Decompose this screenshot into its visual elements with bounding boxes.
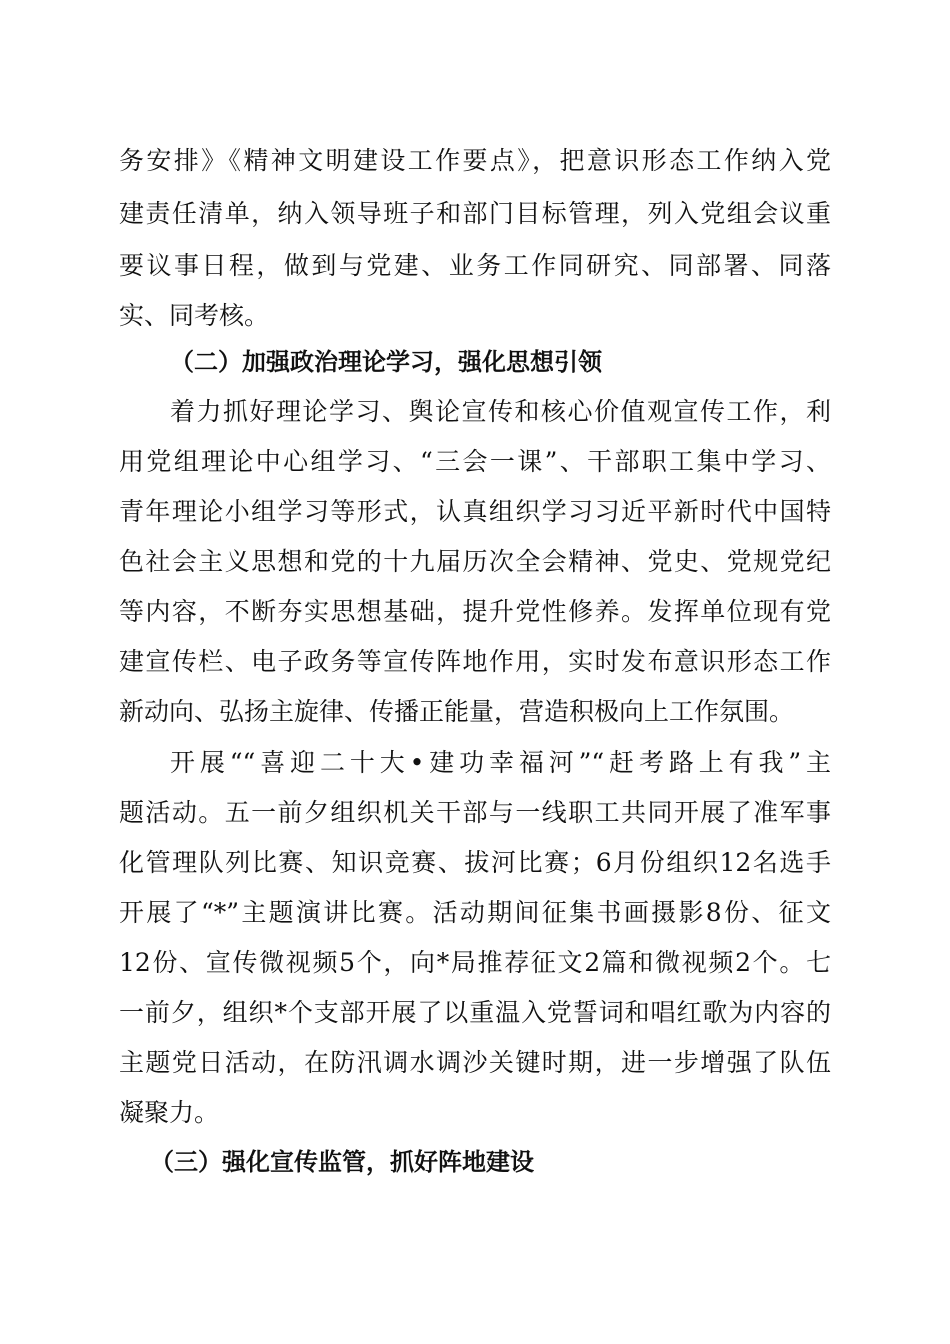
p2-line-4: 色社会主义思想和党的十九届历次全会精神、党史、党规党纪 (119, 547, 831, 576)
p2-line-2: 用党组理论中心组学习、“三会一课”、干部职工集中学习、 (119, 447, 831, 476)
p2-line-1: 着力抓好理论学习、舆论宣传和核心价值观宣传工作，利 (170, 397, 831, 426)
p2-line-5: 等内容，不断夯实思想基础，提升党性修养。发挥单位现有党 (119, 597, 831, 626)
p3-line-4: 开展了“*”主题演讲比赛。活动期间征集书画摄影8份、征文 (119, 898, 831, 927)
section-heading-3: （三）强化宣传监管，抓好阵地建设 (150, 1147, 534, 1176)
p3-line-8: 凝聚力。 (119, 1098, 220, 1127)
p2-line-3: 青年理论小组学习等形式，认真组织学习习近平新时代中国特 (119, 497, 831, 526)
p3-line-1: 开展““喜迎二十大•建功幸福河”“赶考路上有我”主 (170, 748, 831, 777)
p1-line-1: 务安排》《精神文明建设工作要点》，把意识形态工作纳入党 (119, 146, 831, 175)
p3-line-2: 题活动。五一前夕组织机关干部与一线职工共同开展了准军事 (119, 798, 831, 827)
p1-line-4: 实、同考核。 (119, 301, 270, 330)
p2-line-6: 建宣传栏、电子政务等宣传阵地作用，实时发布意识形态工作 (119, 647, 831, 676)
section-heading-2: （二）加强政治理论学习，强化思想引领 (170, 347, 602, 376)
p3-line-6: 一前夕，组织*个支部开展了以重温入党誓词和唱红歌为内容的 (119, 998, 831, 1027)
p1-line-2: 建责任清单，纳入领导班子和部门目标管理，列入党组会议重 (119, 199, 831, 228)
p1-line-3: 要议事日程，做到与党建、业务工作同研究、同部署、同落 (119, 251, 831, 280)
p3-line-5: 12份、宣传微视频5个，向*局推荐征文2篇和微视频2个。七 (119, 948, 831, 977)
p3-line-3: 化管理队列比赛、知识竞赛、拔河比赛；6月份组织12名选手 (119, 848, 831, 877)
p3-line-7: 主题党日活动，在防汛调水调沙关键时期，进一步增强了队伍 (119, 1048, 831, 1077)
p2-line-7: 新动向、弘扬主旋律、传播正能量，营造积极向上工作氛围。 (119, 697, 795, 726)
